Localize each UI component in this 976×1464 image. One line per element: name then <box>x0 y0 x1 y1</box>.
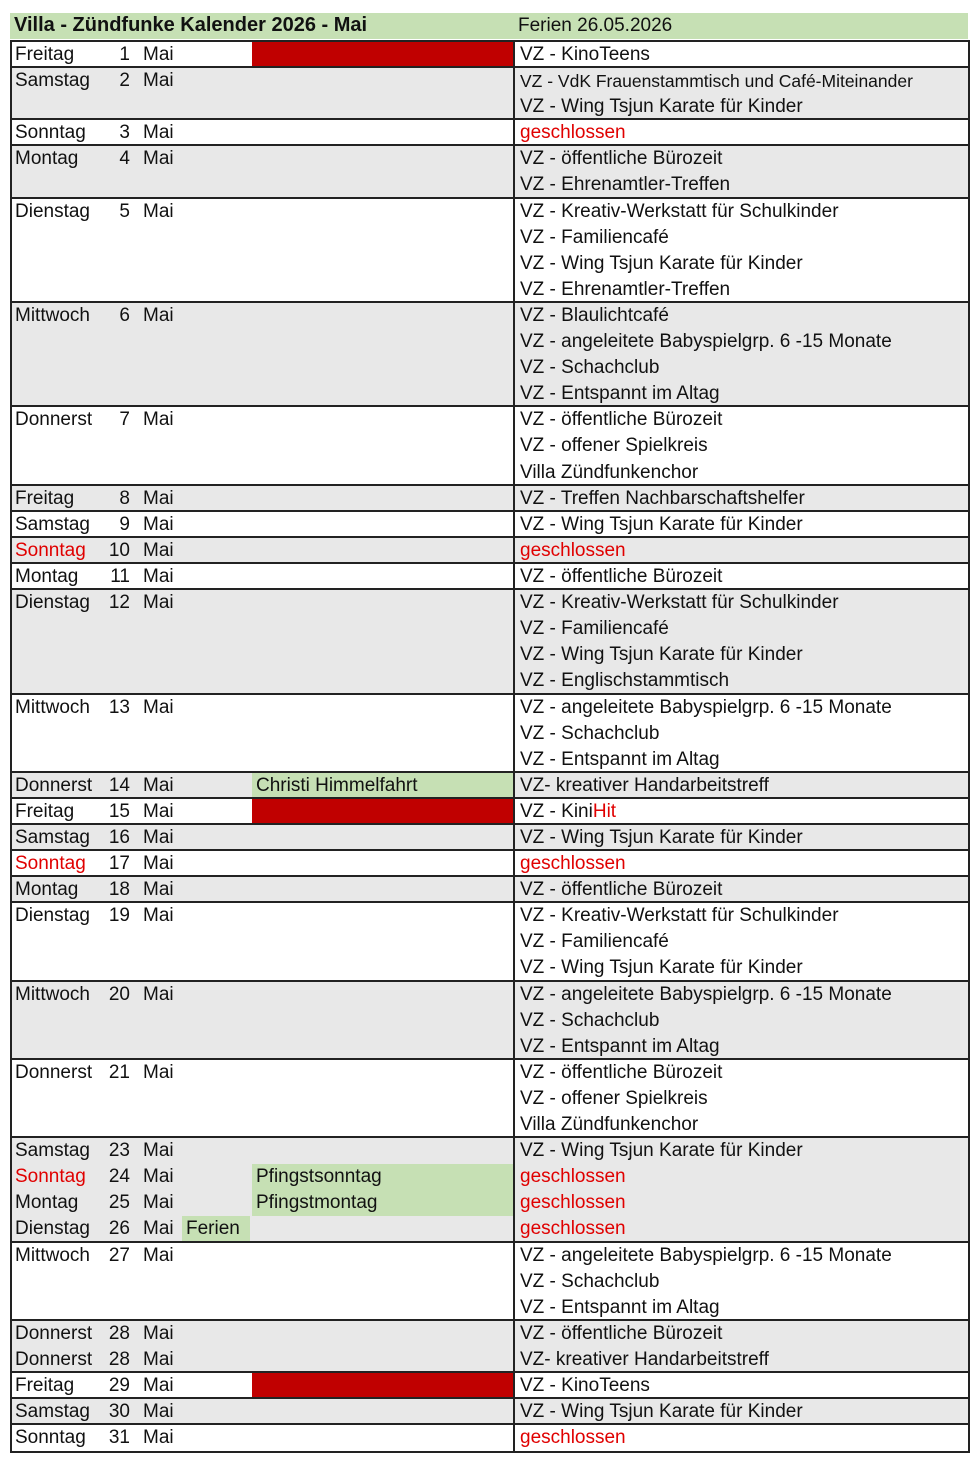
column-divider <box>513 695 515 773</box>
day-row <box>12 1347 968 1373</box>
day-row <box>12 1216 968 1242</box>
event-item <box>518 172 970 198</box>
event-item <box>518 433 970 459</box>
event-item <box>518 1060 970 1086</box>
day-number: 10 <box>108 539 130 561</box>
event-text: VZ - öffentliche Bürozeit <box>520 1322 723 1344</box>
day-group <box>10 301 970 409</box>
column-divider <box>513 42 515 68</box>
column-divider <box>513 1060 515 1138</box>
event-text: VZ - Familiencafé <box>520 931 669 953</box>
day-row <box>12 1373 968 1399</box>
event-text: VZ - Englischstammtisch <box>520 670 730 692</box>
day-row <box>12 799 968 825</box>
column-divider <box>513 982 515 1060</box>
day-row <box>12 146 968 198</box>
event-text: VZ - öffentliche Bürozeit <box>520 566 723 587</box>
event-text: Villa Zündfunkenchor <box>520 1114 699 1136</box>
day-row <box>12 903 968 981</box>
event-text: VZ - Wing Tsjun Karate für Kinder <box>520 1401 803 1423</box>
month-label: Mai <box>143 148 174 170</box>
month-label: Mai <box>143 1166 174 1188</box>
day-number: 11 <box>110 566 130 587</box>
event-text: VZ - angeleitete Babyspielgrp. 6 -15 Monate <box>520 983 892 1005</box>
weekday-label: Freitag <box>15 44 75 65</box>
day-number: 3 <box>119 122 130 144</box>
event-text: VZ- kreativer Handarbeitstreff <box>520 1348 769 1370</box>
day-number: 21 <box>108 1061 130 1083</box>
column-divider <box>513 590 515 694</box>
day-row <box>12 1190 968 1216</box>
column-divider <box>513 1138 515 1242</box>
weekday-label: Mittwoch <box>15 696 90 718</box>
highlight-bar <box>252 42 514 68</box>
event-text: Villa Zündfunkenchor <box>520 461 699 483</box>
event-item <box>518 251 970 277</box>
event-item <box>518 303 970 329</box>
event-text: VZ - angeleitete Babyspielgrp. 6 -15 Monate <box>520 331 892 353</box>
weekday-label: Donnerst <box>15 1322 93 1344</box>
column-divider <box>513 512 515 538</box>
event-text: VZ - Schachclub <box>520 722 660 744</box>
day-number: 31 <box>108 1427 130 1449</box>
day-number: 16 <box>108 827 130 848</box>
event-text: VZ - Kreativ-Werkstatt für Schulkinder <box>520 592 839 614</box>
column-divider <box>513 1399 515 1425</box>
month-label: Mai <box>143 905 174 927</box>
month-label: Mai <box>143 1218 174 1240</box>
day-group <box>10 66 970 122</box>
event-text: VZ - Wing Tsjun Karate für Kinder <box>520 1140 803 1162</box>
day-row <box>12 982 968 1060</box>
month-label: Mai <box>143 566 174 587</box>
weekday-label: Freitag <box>15 487 75 509</box>
holiday-cell <box>252 773 514 799</box>
event-item <box>518 590 970 616</box>
weekday-label: Mittwoch <box>15 1244 90 1266</box>
month-label: Mai <box>143 1401 174 1423</box>
event-text: geschlossen <box>520 122 626 144</box>
event-item <box>518 799 970 825</box>
weekday-label: Donnerst <box>15 774 93 796</box>
ferien-note: Ferien 26.05.2026 <box>518 15 673 36</box>
month-label: Mai <box>143 853 174 875</box>
event-item <box>518 955 970 981</box>
event-text: VZ - öffentliche Bürozeit <box>520 148 723 170</box>
calendar-title: Villa - Zündfunke Kalender 2026 - Mai <box>14 14 368 36</box>
event-text: VZ - Entspannt im Altag <box>520 748 720 770</box>
event-item <box>518 512 970 538</box>
day-row <box>12 1243 968 1321</box>
closed-label <box>518 538 970 564</box>
event-item <box>518 381 970 407</box>
month-label: Mai <box>143 513 174 535</box>
weekday-label: Samstag <box>15 1140 90 1162</box>
event-item <box>518 329 970 355</box>
month-label: Mai <box>143 1427 174 1449</box>
event-item <box>518 199 970 225</box>
column-divider <box>513 486 515 512</box>
event-item <box>518 68 970 94</box>
event-text: geschlossen <box>520 1192 626 1214</box>
weekday-label: Montag <box>15 1192 79 1214</box>
event-text: VZ - Kreativ-Werkstatt für Schulkinder <box>520 200 839 222</box>
highlight-bar <box>252 799 514 825</box>
month-label: Mai <box>143 696 174 718</box>
event-item <box>518 42 970 68</box>
event-item <box>518 1138 970 1164</box>
day-number: 8 <box>119 487 130 509</box>
month-label: Mai <box>143 1348 174 1370</box>
event-text: VZ - angeleitete Babyspielgrp. 6 -15 Monate <box>520 696 892 718</box>
column-divider <box>513 851 515 877</box>
day-row <box>12 825 968 851</box>
month-label: Mai <box>143 1140 174 1162</box>
day-row <box>12 42 968 68</box>
event-item <box>518 903 970 929</box>
event-item <box>518 564 970 590</box>
event-item <box>518 407 970 433</box>
weekday-label: Samstag <box>15 1401 90 1423</box>
weekday-label: Samstag <box>15 827 90 848</box>
month-label: Mai <box>143 44 174 65</box>
event-text: VZ- kreativer Handarbeitstreff <box>520 774 769 796</box>
event-item <box>518 721 970 747</box>
event-item <box>518 1086 970 1112</box>
weekday-label: Freitag <box>15 1375 75 1397</box>
event-text: geschlossen <box>520 539 626 561</box>
day-row <box>12 303 968 407</box>
event-text: VZ - Wing Tsjun Karate für Kinder <box>520 827 803 848</box>
event-item <box>518 616 970 642</box>
closed-label <box>518 1216 970 1242</box>
day-row <box>12 68 968 120</box>
event-item <box>518 668 970 694</box>
month-label: Mai <box>143 983 174 1005</box>
column-divider <box>513 1373 515 1399</box>
event-item <box>518 1295 970 1321</box>
day-group <box>10 693 970 775</box>
event-text: VZ - Kreativ-Werkstatt für Schulkinder <box>520 905 839 927</box>
holiday-label: Pfingstsonntag <box>256 1166 382 1188</box>
event-text: VZ - angeleitete Babyspielgrp. 6 -15 Monate <box>520 1244 892 1266</box>
event-text: VZ - KinoTeens <box>520 1375 650 1397</box>
day-row <box>12 1399 968 1425</box>
day-number: 28 <box>108 1348 130 1370</box>
day-row <box>12 199 968 303</box>
month-label: Mai <box>143 200 174 222</box>
day-row <box>12 1060 968 1138</box>
event-item <box>518 355 970 381</box>
weekday-label: Mittwoch <box>15 305 90 326</box>
event-text: VZ - Wing Tsjun Karate für Kinder <box>520 513 803 535</box>
weekday-label: Sonntag <box>15 539 86 561</box>
day-number: 5 <box>119 200 130 222</box>
day-number: 30 <box>108 1401 130 1423</box>
month-label: Mai <box>143 774 174 796</box>
event-item <box>518 747 970 773</box>
event-item <box>518 1347 970 1373</box>
event-text: VZ - öffentliche Bürozeit <box>520 879 723 901</box>
weekday-label: Montag <box>15 879 79 901</box>
event-item <box>518 486 970 512</box>
event-item <box>518 642 970 668</box>
day-row <box>12 538 968 564</box>
day-row <box>12 695 968 773</box>
day-number: 17 <box>108 853 130 875</box>
closed-label <box>518 1190 970 1216</box>
column-divider <box>513 1243 515 1321</box>
weekday-label: Montag <box>15 148 79 170</box>
event-text: geschlossen <box>520 1218 626 1240</box>
weekday-label: Dienstag <box>15 200 90 222</box>
column-divider <box>513 799 515 825</box>
day-row <box>12 512 968 538</box>
weekday-label: Donnerst <box>15 409 93 431</box>
day-number: 6 <box>119 305 130 326</box>
day-row <box>12 1164 968 1190</box>
closed-label <box>518 851 970 877</box>
event-item <box>518 695 970 721</box>
weekday-label: Dienstag <box>15 905 90 927</box>
day-group <box>10 1423 970 1453</box>
event-item <box>518 1269 970 1295</box>
day-number: 28 <box>108 1322 130 1344</box>
event-text: geschlossen <box>520 853 626 875</box>
day-number: 27 <box>108 1244 130 1266</box>
event-item <box>518 460 970 486</box>
closed-label <box>518 1164 970 1190</box>
holiday-label: Pfingstmontag <box>256 1192 378 1214</box>
event-text-highlight: Hit <box>592 800 617 822</box>
day-group <box>10 901 970 983</box>
day-row <box>12 851 968 877</box>
ferien-cell <box>182 1216 250 1242</box>
event-item <box>518 982 970 1008</box>
weekday-label: Freitag <box>15 800 75 822</box>
column-divider <box>513 1321 515 1373</box>
event-item <box>518 929 970 955</box>
event-text: VZ - Wing Tsjun Karate für Kinder <box>520 96 803 118</box>
month-label: Mai <box>143 827 174 848</box>
day-number: 14 <box>108 774 130 796</box>
day-number: 29 <box>108 1375 130 1397</box>
day-number: 24 <box>108 1166 130 1188</box>
day-group <box>10 588 970 696</box>
day-row <box>12 1138 968 1164</box>
event-text: VZ - Familiencafé <box>520 618 669 640</box>
month-label: Mai <box>143 879 174 901</box>
month-label: Mai <box>143 409 174 431</box>
day-number: 25 <box>108 1192 130 1214</box>
day-group <box>10 1136 970 1244</box>
month-label: Mai <box>143 70 174 92</box>
calendar-header <box>10 13 968 39</box>
event-text: VZ - Schachclub <box>520 1009 660 1031</box>
month-label: Mai <box>143 1322 174 1344</box>
day-number: 12 <box>108 592 130 614</box>
column-divider <box>513 68 515 120</box>
day-number: 2 <box>119 70 130 92</box>
event-item <box>518 1321 970 1347</box>
event-item <box>518 1399 970 1425</box>
month-label: Mai <box>143 122 174 144</box>
day-group <box>10 1058 970 1140</box>
day-row <box>12 773 968 799</box>
column-divider <box>513 877 515 903</box>
event-text: VZ - Entspannt im Altag <box>520 383 720 405</box>
day-group <box>10 980 970 1062</box>
day-group <box>10 1319 970 1375</box>
event-item <box>518 1112 970 1138</box>
day-row <box>12 590 968 694</box>
weekday-label: Montag <box>15 566 79 587</box>
event-item <box>518 277 970 303</box>
weekday-label: Dienstag <box>15 592 90 614</box>
column-divider <box>513 120 515 146</box>
column-divider <box>513 146 515 198</box>
day-group <box>10 197 970 305</box>
event-item <box>518 825 970 851</box>
event-text: VZ - VdK Frauenstammtisch und Café-Miteinander <box>520 71 913 92</box>
day-group <box>10 405 970 487</box>
event-text: VZ - öffentliche Bürozeit <box>520 409 723 431</box>
column-divider <box>513 407 515 485</box>
event-text: VZ - Wing Tsjun Karate für Kinder <box>520 957 803 979</box>
event-text: VZ - Blaulichtcafé <box>520 305 669 326</box>
event-text: VZ - öffentliche Bürozeit <box>520 1061 723 1083</box>
event-item <box>518 773 970 799</box>
column-divider <box>513 564 515 590</box>
weekday-label: Donnerst <box>15 1061 93 1083</box>
day-number: 26 <box>108 1218 130 1240</box>
event-item <box>518 1243 970 1269</box>
event-text: VZ - Entspannt im Altag <box>520 1296 720 1318</box>
day-row <box>12 486 968 512</box>
month-label: Mai <box>143 487 174 509</box>
event-item <box>518 94 970 120</box>
day-row <box>12 1321 968 1347</box>
event-text: VZ - offener Spielkreis <box>520 1087 708 1109</box>
day-number: 7 <box>119 409 130 431</box>
day-row <box>12 120 968 146</box>
holiday-label: Christi Himmelfahrt <box>256 774 418 796</box>
weekday-label: Sonntag <box>15 122 86 144</box>
weekday-label: Sonntag <box>15 1427 86 1449</box>
column-divider <box>513 773 515 799</box>
day-number: 20 <box>108 983 130 1005</box>
month-label: Mai <box>143 1061 174 1083</box>
event-text: geschlossen <box>520 1427 626 1449</box>
event-item <box>518 1034 970 1060</box>
highlight-bar <box>252 1373 514 1399</box>
event-text: VZ - Wing Tsjun Karate für Kinder <box>520 644 803 666</box>
month-label: Mai <box>143 305 174 326</box>
day-group <box>10 144 970 200</box>
event-item <box>518 225 970 251</box>
event-item <box>518 877 970 903</box>
month-label: Mai <box>143 592 174 614</box>
day-row <box>12 407 968 485</box>
event-text: VZ - Familiencafé <box>520 226 669 248</box>
weekday-label: Sonntag <box>15 853 86 875</box>
event-item <box>518 146 970 172</box>
day-row <box>12 1425 968 1451</box>
event-text: VZ - Schachclub <box>520 1270 660 1292</box>
day-number: 18 <box>108 879 130 901</box>
column-divider <box>513 825 515 851</box>
column-divider <box>513 538 515 564</box>
event-text: VZ - Ehrenamtler-Treffen <box>520 174 731 196</box>
event-text: VZ - Entspannt im Altag <box>520 1035 720 1057</box>
event-text: VZ - Treffen Nachbarschaftshelfer <box>520 487 805 509</box>
day-row <box>12 877 968 903</box>
day-row <box>12 564 968 590</box>
weekday-label: Samstag <box>15 70 90 92</box>
day-number: 1 <box>119 44 130 65</box>
column-divider <box>513 199 515 303</box>
event-item <box>518 1373 970 1399</box>
month-label: Mai <box>143 1192 174 1214</box>
event-text: VZ - Schachclub <box>520 357 660 379</box>
day-number: 15 <box>108 800 130 822</box>
day-number: 19 <box>108 905 130 927</box>
event-text: VZ - offener Spielkreis <box>520 435 708 457</box>
holiday-cell <box>252 1164 514 1190</box>
event-text: VZ - Wing Tsjun Karate für Kinder <box>520 252 803 274</box>
event-item <box>518 1008 970 1034</box>
month-label: Mai <box>143 800 174 822</box>
event-text: VZ - KinoTeens <box>520 44 650 65</box>
event-text: geschlossen <box>520 1166 626 1188</box>
event-text: VZ - Kini <box>520 800 593 822</box>
closed-label <box>518 120 970 146</box>
column-divider <box>513 303 515 407</box>
month-label: Mai <box>143 539 174 561</box>
weekday-label: Donnerst <box>15 1348 93 1370</box>
month-label: Mai <box>143 1375 174 1397</box>
column-divider <box>513 1425 515 1451</box>
day-number: 23 <box>108 1140 130 1162</box>
weekday-label: Mittwoch <box>15 983 90 1005</box>
day-group <box>10 1241 970 1323</box>
holiday-cell <box>252 1190 514 1216</box>
weekday-label: Samstag <box>15 513 90 535</box>
day-number: 9 <box>119 513 130 535</box>
day-number: 4 <box>119 148 130 170</box>
column-divider <box>513 903 515 981</box>
weekday-label: Dienstag <box>15 1218 90 1240</box>
weekday-label: Sonntag <box>15 1166 86 1188</box>
closed-label <box>518 1425 970 1451</box>
event-text: VZ - Ehrenamtler-Treffen <box>520 278 731 300</box>
month-label: Mai <box>143 1244 174 1266</box>
day-number: 13 <box>108 696 130 718</box>
ferien-label: Ferien <box>186 1218 240 1240</box>
